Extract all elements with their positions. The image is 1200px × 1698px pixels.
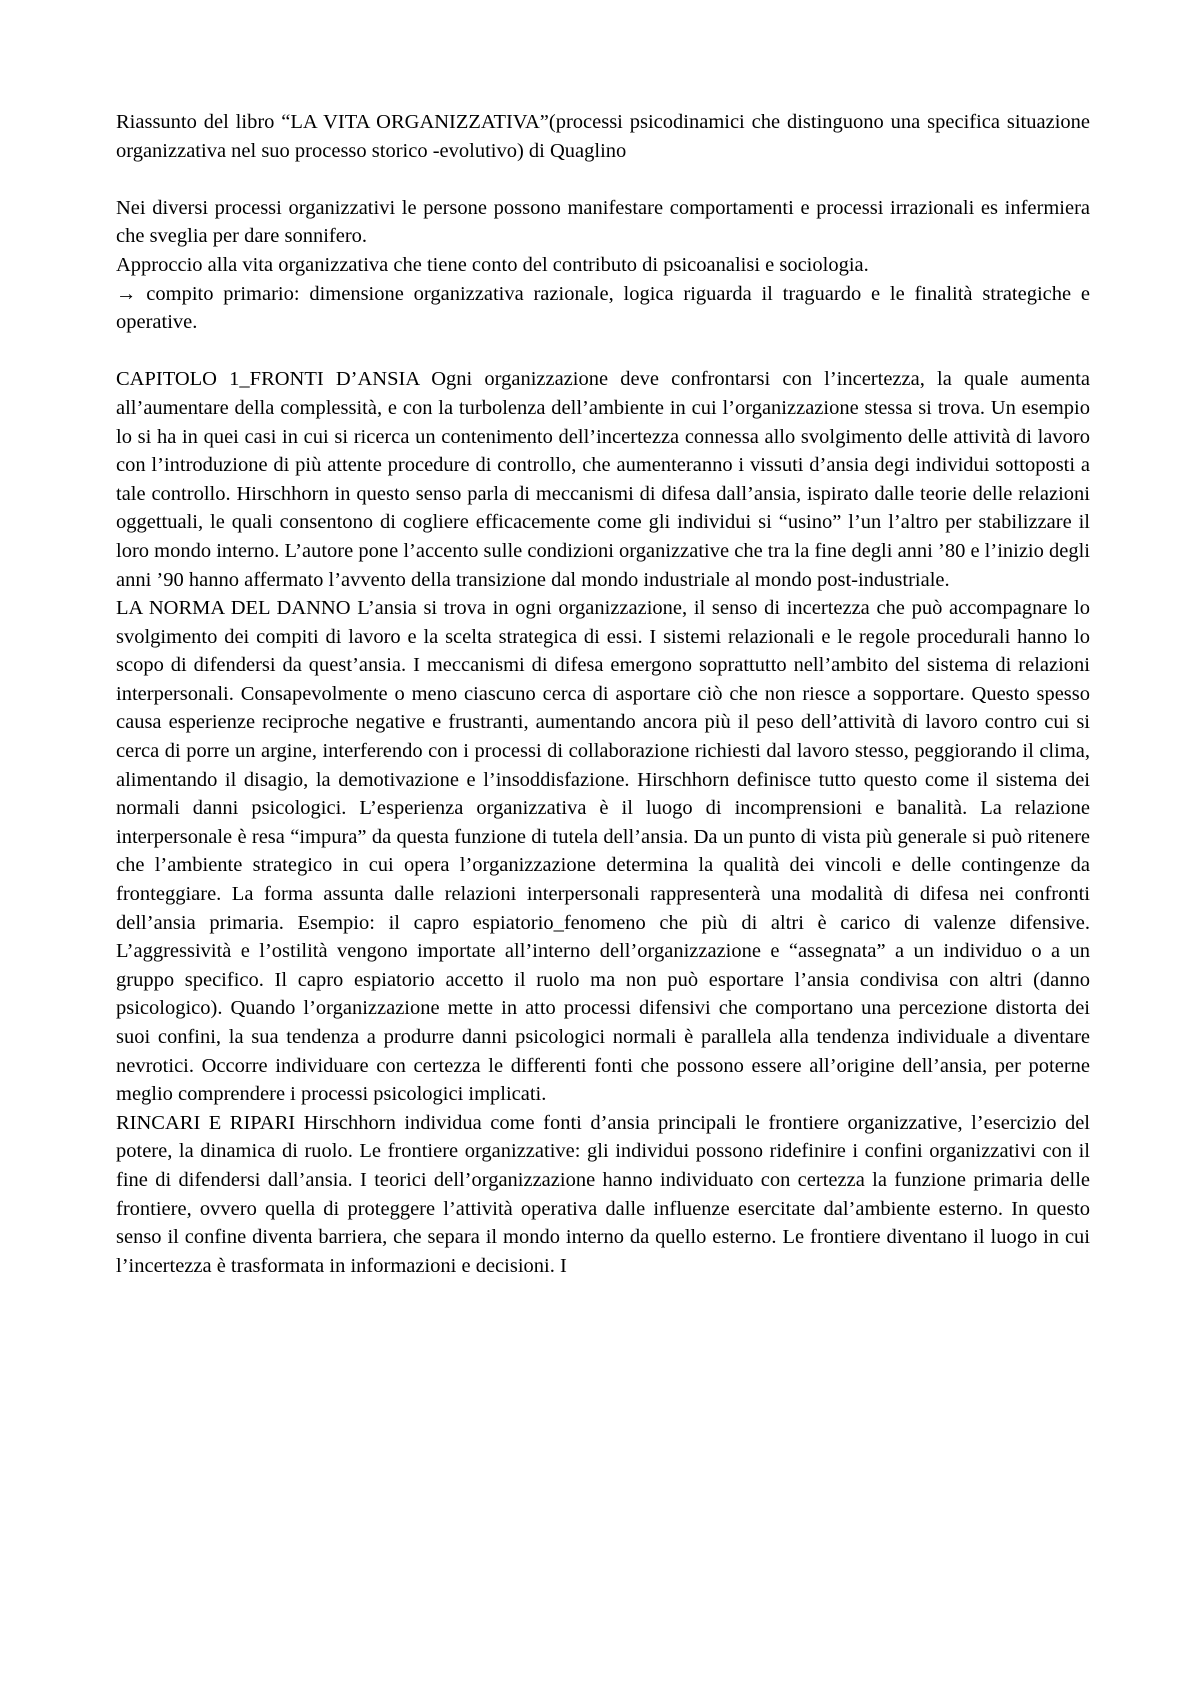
section-norma-del-danno xyxy=(116,594,1090,1109)
document-page xyxy=(116,108,1090,1280)
intro-paragraph-3: → compito primario: dimensione organizzativa razionale, logica riguarda il traguardo e le finalità strategiche e operative. xyxy=(116,282,1090,334)
section-body: L’ansia si trova in ogni organizzazione, il senso di incertezza che può accompagnare lo svolgimento dei compiti di lavoro e la scelta strategica di essi. I sistemi relazionali e le regole procedurali hanno lo scopo di difendersi da quest’ansia. I meccanismi di difesa emergono soprattutto nell’ambito del sistema di relazioni interpersonali. Consapevolmente o meno ciascuno cerca di asportare ciò che non riesce a sopportare. Questo spesso causa esperienze reciproche negative e frustranti, aumentando ancora più il peso dell’attività di lavoro contro cui si cerca di porre un argine, interferendo con i processi di collaborazione richiesti dal lavoro stesso, peggiorando il clima, alimentando il disagio, la demotivazione e l’insoddisfazione. Hirschhorn definisce tutto questo come il sistema dei normali danni psicologici. L’esperienza organizzativa è il luogo di incomprensioni e banalità. La relazione interpersonale è resa “impura” da questa funzione di tutela dell’ansia. Da un punto di vista più generale si può ritenere che l’ambiente strategico in cui opera l’organizzazione determina la qualità dei vincoli e delle contingenze da fronteggiare. La forma assunta dalle relazioni interpersonali rappresenterà una modalità di difesa nei confronti dell’ansia primaria. Esempio: il capro espiatorio_fenomeno che più di altri è carico di valenze difensive. L’aggressività e l’ostilità vengono importate all’interno dell’organizzazione e “assegnata” a un individuo o a un gruppo specifico. Il capro espiatorio accetto il ruolo ma non può esportare l’ansia condivisa con altri (danno psicologico). Quando l’organizzazione mette in atto processi difensivi che comportano una percezione distorta dei suoi confini, la sua tendenza a produrre danni psicologici normali è parallela alla tendenza individuale a diventare nevrotici. Occorre individuare con certezza le differenti fonti che possono essere all’origine dell’ansia, per poterne meglio comprendere i processi psicologici implicati. xyxy=(116,597,1090,1106)
section-heading: CAPITOLO 1_FRONTI D’ANSIA xyxy=(116,368,420,391)
section-heading: RINCARI E RIPARI xyxy=(116,1111,296,1134)
paragraph-spacer xyxy=(116,337,1090,366)
intro-paragraph-1: Nei diversi processi organizzativi le persone possono manifestare comportamenti e processi irrazionali es infermiera che sveglia per dare sonnifero. xyxy=(116,196,1090,248)
intro-paragraph-2: Approccio alla vita organizzativa che tiene conto del contributo di psicoanalisi e sociologia. xyxy=(116,253,869,276)
section-body: Ogni organizzazione deve confrontarsi con l’incertezza, la quale aumenta all’aumentare della complessità, e con la turbolenza dell’ambiente in cui l’organizzazione stessa si trova. Un esempio lo si ha in quei casi in cui si ricerca un contenimento dell’incertezza connessa allo svolgimento delle attività di lavoro con l’introduzione di più attente procedure di controllo, che aumenteranno i vissuti d’ansia degi individui sottoposti a tale controllo. Hirschhorn in questo senso parla di meccanismi di difesa dall’ansia, ispirato dalle teorie delle relazioni oggettuali, le quali consentono di cogliere efficacemente come gli individui si “usino” l’un l’altro per stabilizzare il loro mondo interno. L’autore pone l’accento sulle condizioni organizzative che tra la fine degli anni ’80 e l’inizio degli anni ’90 hanno affermato l’avvento della transizione dal mondo industriale al mondo post-industriale. xyxy=(116,368,1090,591)
section-body: Hirschhorn individua come fonti d’ansia principali le frontiere organizzative, l’esercizio del potere, la dinamica di ruolo. Le frontiere organizzative: gli individui possono ridefinire i confini organizzativi con il fine di difendersi dall’ansia. I teorici dell’organizzazione hanno individuato con certezza la funzione primaria delle frontiere, ovvero quella di proteggere l’attività operativa dalle influenze esercitate dal’ambiente esterno. In questo senso il confine diventa barriera, che separa il mondo interno da quello esterno. Le frontiere diventano il luogo in cui l’incertezza è trasformata in informazioni e decisioni. I xyxy=(116,1111,1090,1277)
document-title-paragraph: Riassunto del libro “LA VITA ORGANIZZATIVA”(processi psicodinamici che distinguono una specifica situazione organizzativa nel suo processo storico -evolutivo) di Quaglino xyxy=(116,111,1090,162)
paragraph-spacer xyxy=(116,165,1090,194)
section-rincari-e-ripari xyxy=(116,1109,1090,1281)
section-capitolo-1 xyxy=(116,365,1090,594)
section-heading: LA NORMA DEL DANNO xyxy=(116,597,351,620)
